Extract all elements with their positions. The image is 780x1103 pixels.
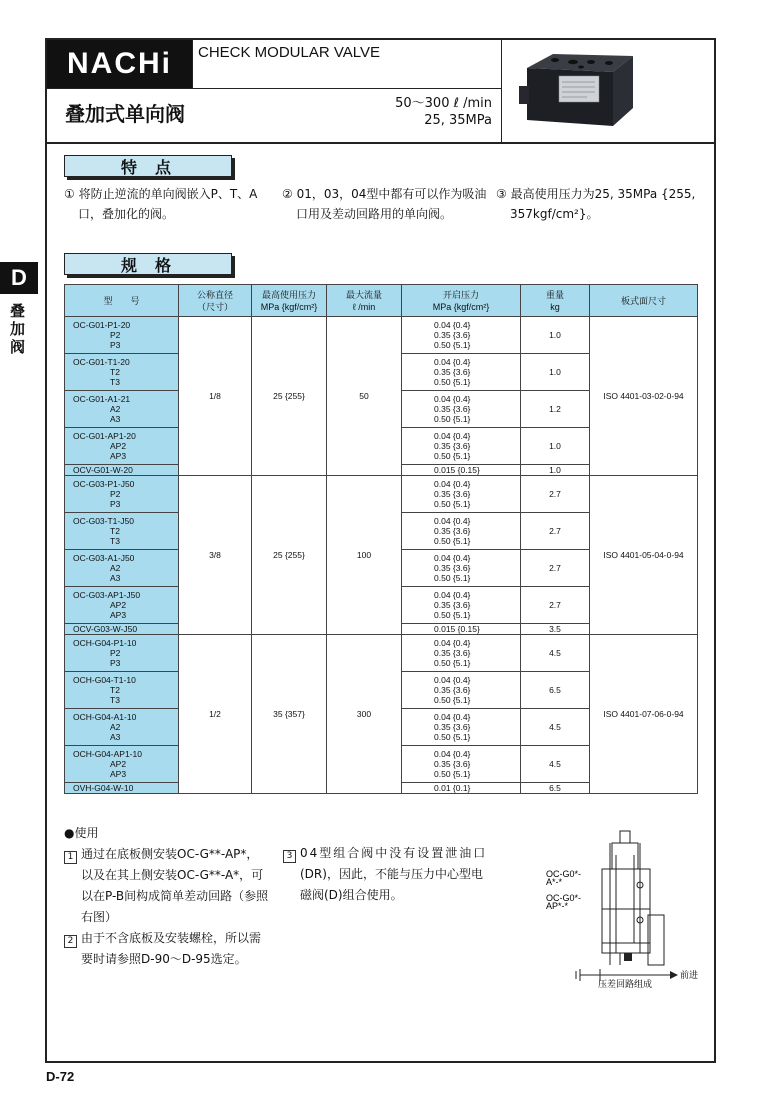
page-number: D-72: [46, 1069, 75, 1084]
diameter-cell: 3/8: [179, 476, 252, 635]
model-cell: OCV-G03-W-J50: [65, 624, 179, 635]
crack-pressure-cell: 0.04 {0.4} 0.35 {3.6} 0.50 {5.1}: [402, 513, 521, 550]
feature-item: ② 01，03，04型中都有可以作为吸油 口用及差动回路用的单向阀。: [282, 187, 487, 221]
nachi-logo: NACHi: [47, 40, 192, 88]
model-cell: OC-G01-A1-21 A2 A3: [65, 391, 179, 428]
model-cell: OCH-G04-P1-10 P2 P3: [65, 635, 179, 672]
model-cell: OC-G01-AP1-20 AP2 AP3: [65, 428, 179, 465]
interface-cell: ISO 4401-07-06-0-94: [590, 635, 698, 794]
divider: [47, 88, 502, 89]
table-row: [65, 476, 698, 513]
model-cell: OCH-G04-AP1-10 AP2 AP3: [65, 746, 179, 783]
features-heading: 特点: [64, 155, 232, 177]
differential-circuit-diagram: [540, 825, 700, 1005]
header-divider: [45, 142, 716, 144]
crack-pressure-cell: 0.04 {0.4} 0.35 {3.6} 0.50 {5.1}: [402, 476, 521, 513]
page-title: 叠加式单向阀: [65, 102, 185, 126]
max-pressure-cell: 25 {255}: [252, 476, 327, 635]
divider: [192, 40, 193, 88]
col-max-pressure: 最高使用压力 MPa {kgf/cm²}: [252, 285, 327, 317]
usage-heading: ●使用: [64, 826, 99, 840]
model-cell: OC-G01-T1-20 T2 T3: [65, 354, 179, 391]
table-header-row: [65, 285, 698, 317]
usage-section: [64, 823, 268, 970]
weight-cell: 4.5: [521, 635, 590, 672]
col-interface: 板式面尺寸: [590, 285, 698, 317]
feature-item: ③ 最高使用压力为25, 35MPa {255, 357kgf/cm²}。: [496, 187, 696, 221]
max-flow-cell: 300: [327, 635, 402, 794]
max-pressure-cell: 35 {357}: [252, 635, 327, 794]
crack-pressure-cell: 0.015 {0.15}: [402, 465, 521, 476]
weight-cell: 1.2: [521, 391, 590, 428]
interface-cell: ISO 4401-05-04-0-94: [590, 476, 698, 635]
circuit-label: OC-G0*-: [546, 893, 582, 903]
weight-cell: 4.5: [521, 746, 590, 783]
header-pressure: 25, 35MPa: [424, 113, 492, 128]
divider: [501, 40, 502, 142]
col-weight: 重量 kg: [521, 285, 590, 317]
crack-pressure-cell: 0.01 {0.1}: [402, 783, 521, 794]
col-crack-pressure: 开启压力 MPa {kgf/cm²}: [402, 285, 521, 317]
model-cell: OC-G03-A1-J50 A2 A3: [65, 550, 179, 587]
model-cell: OCH-G04-A1-10 A2 A3: [65, 709, 179, 746]
circuit-arrow-label: 前进: [680, 971, 699, 981]
crack-pressure-cell: 0.04 {0.4} 0.35 {3.6} 0.50 {5.1}: [402, 709, 521, 746]
weight-cell: 6.5: [521, 783, 590, 794]
table-row: [65, 317, 698, 354]
col-model: 型 号: [65, 285, 179, 317]
weight-cell: 4.5: [521, 709, 590, 746]
col-diameter: 公称直径 （尺寸）: [179, 285, 252, 317]
valve-photo: [515, 46, 635, 131]
model-cell: OC-G03-P1-J50 P2 P3: [65, 476, 179, 513]
weight-cell: 1.0: [521, 317, 590, 354]
model-cell: OC-G03-AP1-J50 AP2 AP3: [65, 587, 179, 624]
weight-cell: 1.0: [521, 428, 590, 465]
weight-cell: 2.7: [521, 550, 590, 587]
section-tab: D: [0, 262, 38, 294]
feature-item: ① 将防止逆流的单向阀嵌入P、T、A 口，叠加化的阀。: [64, 187, 258, 221]
crack-pressure-cell: 0.04 {0.4} 0.35 {3.6} 0.50 {5.1}: [402, 391, 521, 428]
max-flow-cell: 50: [327, 317, 402, 476]
header-flow: 50～300 ℓ /min: [395, 96, 492, 111]
circuit-label: OC-G0*-: [546, 869, 582, 879]
interface-cell: ISO 4401-03-02-0-94: [590, 317, 698, 476]
weight-cell: 6.5: [521, 672, 590, 709]
weight-cell: 1.0: [521, 465, 590, 476]
model-cell: OCV-G01-W-20: [65, 465, 179, 476]
usage-item-3: 3 04型组合阀中没有设置泄油口 (DR)，因此，不能与压力中心型电 磁阀(D)组合使用。: [283, 843, 498, 906]
max-pressure-cell: 25 {255}: [252, 317, 327, 476]
specs-heading: 规格: [64, 253, 232, 275]
crack-pressure-cell: 0.04 {0.4} 0.35 {3.6} 0.50 {5.1}: [402, 672, 521, 709]
circuit-label: A*-*: [546, 877, 563, 887]
usage-item-2: 2 由于不含底板及安装螺栓，所以需 要时请参照D-90～D-95选定。: [64, 928, 268, 970]
weight-cell: 3.5: [521, 624, 590, 635]
crack-pressure-cell: 0.04 {0.4} 0.35 {3.6} 0.50 {5.1}: [402, 317, 521, 354]
diameter-cell: 1/2: [179, 635, 252, 794]
model-cell: OVH-G04-W-10: [65, 783, 179, 794]
crack-pressure-cell: 0.04 {0.4} 0.35 {3.6} 0.50 {5.1}: [402, 587, 521, 624]
crack-pressure-cell: 0.04 {0.4} 0.35 {3.6} 0.50 {5.1}: [402, 354, 521, 391]
weight-cell: 2.7: [521, 476, 590, 513]
table-row: [65, 635, 698, 672]
crack-pressure-cell: 0.04 {0.4} 0.35 {3.6} 0.50 {5.1}: [402, 550, 521, 587]
weight-cell: 2.7: [521, 587, 590, 624]
subtitle-en: CHECK MODULAR VALVE: [198, 44, 380, 61]
model-cell: OC-G01-P1-20 P2 P3: [65, 317, 179, 354]
model-cell: OC-G03-T1-J50 T2 T3: [65, 513, 179, 550]
crack-pressure-cell: 0.04 {0.4} 0.35 {3.6} 0.50 {5.1}: [402, 428, 521, 465]
weight-cell: 1.0: [521, 354, 590, 391]
usage-item-1: 1 通过在底板侧安装OC-G**-AP*， 以及在其上侧安装OC-G**-A*，可 以在P-B间构成简单差动回路（参照 右图）: [64, 844, 268, 928]
circuit-label: AP*-*: [546, 901, 569, 911]
col-max-flow: 最大流量 ℓ /min: [327, 285, 402, 317]
crack-pressure-cell: 0.015 {0.15}: [402, 624, 521, 635]
section-tab-label: 叠加阀: [10, 302, 26, 356]
header-specs: [395, 95, 492, 129]
circuit-caption: 压差回路组成: [598, 980, 653, 990]
spec-table: [64, 284, 698, 794]
diameter-cell: 1/8: [179, 317, 252, 476]
crack-pressure-cell: 0.04 {0.4} 0.35 {3.6} 0.50 {5.1}: [402, 746, 521, 783]
model-cell: OCH-G04-T1-10 T2 T3: [65, 672, 179, 709]
max-flow-cell: 100: [327, 476, 402, 635]
weight-cell: 2.7: [521, 513, 590, 550]
crack-pressure-cell: 0.04 {0.4} 0.35 {3.6} 0.50 {5.1}: [402, 635, 521, 672]
